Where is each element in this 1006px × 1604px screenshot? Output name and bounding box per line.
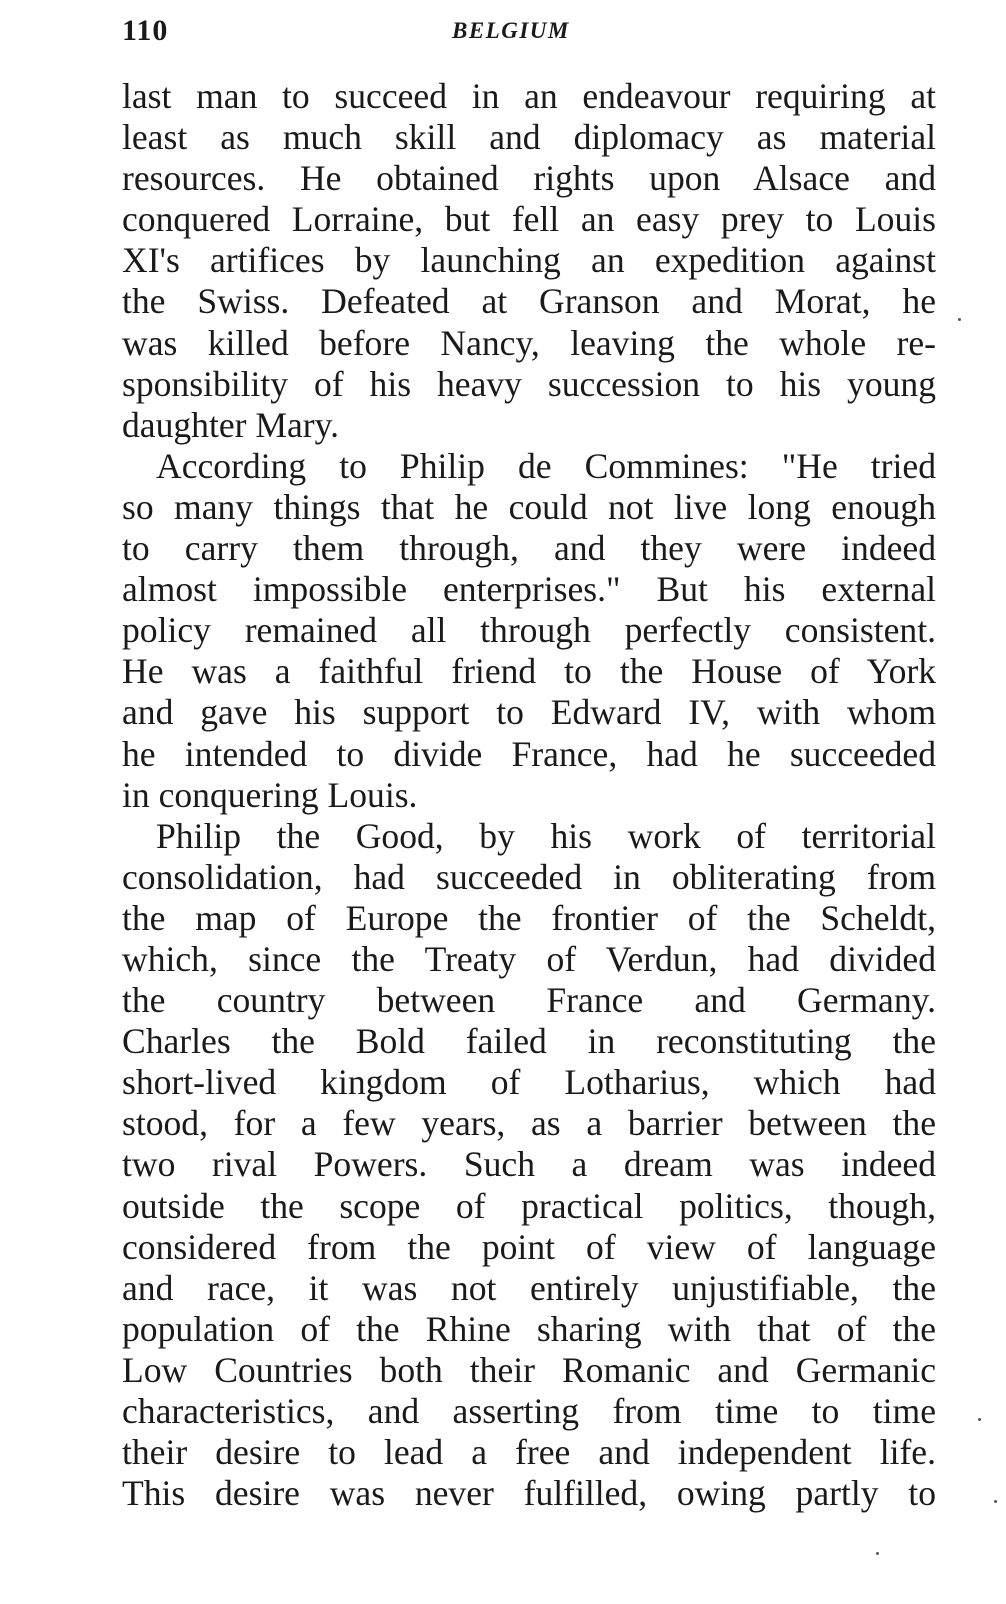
text-line: was killed before Nancy, leaving the whole re- — [122, 322, 936, 363]
scan-speck — [994, 1500, 997, 1503]
text-line: and race, it was not entirely unjustifiable, the — [122, 1267, 936, 1308]
text-line: Low Countries both their Romanic and Germanic — [122, 1349, 936, 1390]
text-line: which, since the Treaty of Verdun, had divided — [122, 938, 936, 979]
paragraph — [122, 816, 936, 1515]
text-line: the map of Europe the frontier of the Scheldt, — [122, 897, 936, 938]
text-line: stood, for a few years, as a barrier between the — [122, 1103, 936, 1144]
text-line: to carry them through, and they were indeed — [122, 528, 936, 569]
text-line: outside the scope of practical politics, though, — [122, 1185, 936, 1226]
text-line: daughter Mary. — [122, 404, 340, 445]
text-line: Charles the Bold failed in reconstituting the — [122, 1021, 936, 1062]
body-text — [122, 76, 936, 1514]
text-line: conquered Lorraine, but fell an easy prey to Louis — [122, 199, 936, 240]
text-line: policy remained all through perfectly consistent. — [122, 610, 936, 651]
text-line: least as much skill and diplomacy as material — [122, 117, 936, 158]
text-line: last man to succeed in an endeavour requiring at — [122, 76, 936, 116]
text-line: population of the Rhine sharing with that of the — [122, 1308, 936, 1349]
running-head — [122, 14, 936, 54]
text-line: According to Philip de Commines: "He tried — [156, 445, 936, 486]
text-line: he intended to divide France, had he succeeded — [122, 733, 936, 774]
text-line: consolidation, had succeeded in obliterating from — [122, 856, 936, 897]
scan-speck — [978, 1418, 981, 1421]
text-line: and gave his support to Edward IV, with whom — [122, 692, 936, 733]
scan-speck — [876, 1552, 879, 1555]
scan-speck — [958, 318, 961, 321]
paragraph — [122, 76, 936, 446]
text-line: in conquering Louis. — [122, 774, 418, 815]
text-line: characteristics, and asserting from time to time — [122, 1391, 936, 1431]
text-line: so many things that he could not live long enough — [122, 486, 936, 527]
running-title: BELGIUM — [452, 18, 570, 43]
paragraph — [122, 446, 936, 816]
text-line: two rival Powers. Such a dream was indeed — [122, 1144, 936, 1185]
text-line: the Swiss. Defeated at Granson and Morat, he — [122, 281, 936, 322]
text-line: considered from the point of view of language — [122, 1226, 936, 1267]
text-line: This desire was never fulfilled, owing partly to — [122, 1473, 936, 1514]
text-line: short-lived kingdom of Lotharius, which had — [122, 1062, 936, 1103]
text-line: the country between France and Germany. — [122, 980, 936, 1021]
text-line: their desire to lead a free and independent life. — [122, 1432, 936, 1473]
page-number: 110 — [122, 14, 169, 47]
text-line: almost impossible enterprises." But his external — [122, 569, 936, 610]
text-line: resources. He obtained rights upon Alsace and — [122, 158, 936, 199]
text-line: sponsibility of his heavy succession to his young — [122, 363, 936, 404]
text-line: Philip the Good, by his work of territorial — [156, 815, 936, 856]
text-line: He was a faithful friend to the House of York — [122, 651, 936, 692]
text-line: XI's artifices by launching an expedition against — [122, 240, 936, 281]
